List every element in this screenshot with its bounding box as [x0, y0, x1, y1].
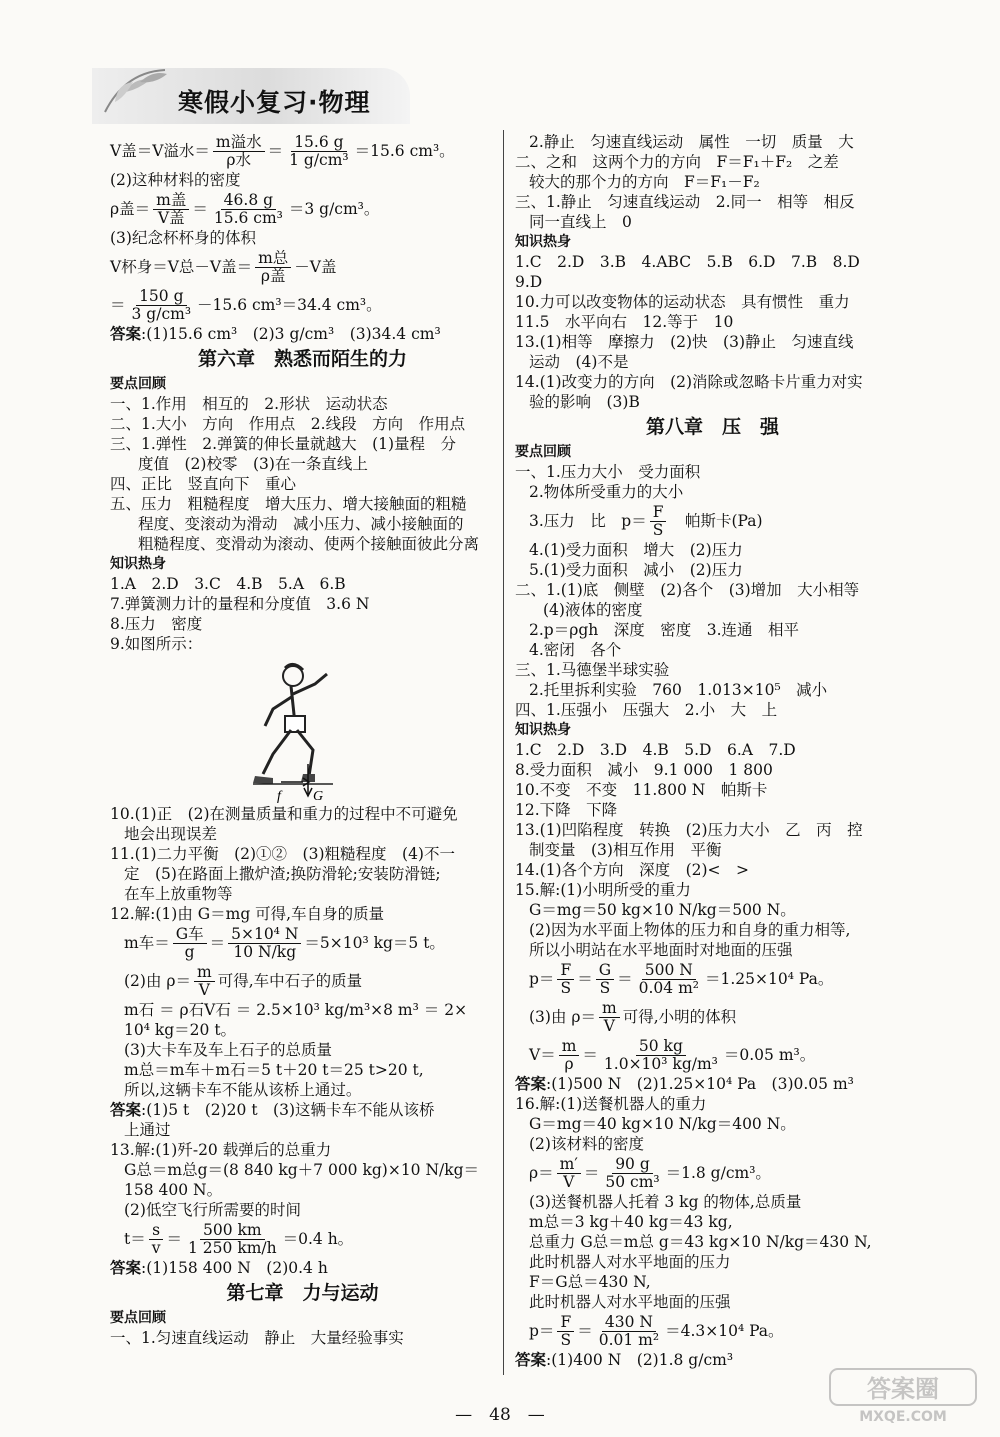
text-line: 一、1.作用 相互的 2.形状 运动状态 — [110, 395, 388, 413]
equation: t＝ $\frac{s}{v}$ ＝ $\frac{500 km}{1 250 km/h}$ ＝0.4 h。 — [124, 1220, 354, 1257]
text-line: 15.解:(1)小明所受的重力 — [515, 881, 691, 899]
text-line: (2)低空飞行所需要的时间 — [124, 1201, 301, 1219]
text-line: 1.A 2.D 3.C 4.B 5.A 6.B — [110, 575, 346, 593]
equation: m车＝ $\frac{\text{G车}}{g}$ ＝ $\frac{\text{5×10⁴ N}}{10 N/kg}$ ＝5×10³ kg＝5 t。 — [124, 924, 445, 961]
text-line: (2)因为水平面上物体的压力和自身的重力相等, — [529, 921, 851, 939]
text-line: 五、压力 粗糙程度 增大压力、增大接触面的粗糙 — [110, 495, 467, 513]
text-line: G总＝m总g＝(8 840 kg＋7 000 kg)×10 N/kg＝ — [124, 1161, 480, 1179]
text-line: 验的影响 (3)B — [529, 393, 640, 411]
text-line: 同一直线上 0 — [529, 213, 632, 231]
text-line: 一、1.压力大小 受力面积 — [515, 463, 701, 481]
equation: ＝ $\frac{150 g}{\text{3 g/cm³}}$ －15.6 cm³＝34.4 cm³。 — [110, 286, 382, 323]
text-line: 13.(1)相等 摩擦力 (2)快 (3)静止 匀速直线 — [515, 333, 854, 351]
text-line: 11.(1)二力平衡 (2)①② (3)粗糙程度 (4)不一 — [110, 845, 455, 863]
equation: (2)由 ρ＝ $\frac{m}{V}$ 可得,车中石子的质量 — [124, 962, 363, 999]
text-line: 总重力 G总＝m总 g＝43 kg×10 N/kg＝430 N, — [529, 1233, 872, 1251]
text-line: 158 400 N。 — [124, 1181, 223, 1199]
text-line: 2.托里拆利实验 760 1.013×10⁵ 减小 — [529, 681, 828, 699]
watermark-url: MXQE.COM — [859, 1409, 947, 1425]
section-heading: 知识热身 — [515, 234, 571, 250]
text-line: 定 (5)在路面上撒炉渣;换防滑轮;安装防滑链; — [124, 865, 441, 883]
answer-line: 答案:(1)500 N (2)1.25×10⁴ Pa (3)0.05 m³ — [515, 1074, 854, 1093]
text-line: G＝mg＝50 kg×10 N/kg＝500 N。 — [529, 901, 796, 919]
text-line: 此时机器人对水平地面的压强 — [529, 1293, 731, 1311]
text-line: 制变量 (3)相互作用 平衡 — [529, 841, 722, 859]
section-heading: 知识热身 — [515, 722, 571, 738]
text-line: 2.物体所受重力的大小 — [529, 483, 684, 501]
chapter-heading: 第六章 熟悉而陌生的力 — [197, 348, 407, 370]
text-line: 上通过 — [124, 1121, 171, 1139]
right-column — [515, 132, 910, 1370]
equation: 3.压力 比 p＝ $\frac{F}{S}$ 帕斯卡(Pa) — [529, 502, 763, 539]
equation: (3)由 ρ＝ $\frac{m}{V}$ 可得,小明的体积 — [529, 998, 737, 1035]
watermark-brand: 答案圈 — [867, 1375, 939, 1403]
text-line: 此时机器人对水平地面的压力 — [529, 1253, 731, 1271]
equation: ρ＝ $\frac{m'}{V}$ ＝ $\frac{90 g}{\text{50 cm³}}$ ＝1.8 g/cm³。 — [529, 1154, 771, 1191]
force-g-label: G — [312, 789, 323, 804]
text-line: 8.压力 密度 — [110, 615, 203, 633]
text-line: 5.(1)受力面积 减小 (2)压力 — [529, 561, 743, 579]
text-line: (3)送餐机器人托着 3 kg 的物体,总质量 — [529, 1193, 802, 1211]
text-line: 二、1.大小 方向 作用点 2.线段 方向 作用点 — [110, 415, 466, 433]
text-line: 所以,这辆卡车不能从该桥上通过。 — [124, 1081, 362, 1099]
text-line: 9.如图所示： — [110, 635, 203, 653]
text-line: 11.5 水平向右 12.等于 10 — [515, 313, 734, 331]
text-line: 1.C 2.D 3.B 4.ABC 5.B 6.D 7.B 8.D — [515, 253, 860, 271]
force-f-label: f — [276, 789, 281, 804]
text-line: 三、1.弹性 2.弹簧的伸长量就越大 (1)量程 分 — [110, 435, 457, 453]
section-heading: 要点回顾 — [515, 444, 571, 460]
text-line: 1.C 2.D 3.D 4.B 5.D 6.A 7.D — [515, 741, 796, 759]
answer-line: 答案:(1)158 400 N (2)0.4 h — [110, 1258, 328, 1277]
text-line: (2)这种材料的密度 — [110, 171, 241, 189]
equation: V盖＝V溢水＝ $\frac{\text{m溢水}}{\text{ρ水}}$ ＝ $\frac{15.6 g}{\text{1 g/cm³}}$ ＝15.6 cm³。 — [110, 132, 455, 169]
text-line: 10.(1)正 (2)在测量质量和重力的过程中不可避免 — [110, 805, 458, 823]
text-line: 地会出现误差 — [124, 825, 218, 843]
page-number: — 48 — — [455, 1405, 545, 1425]
text-line: 一、1.匀速直线运动 静止 大量经验事实 — [110, 1329, 404, 1347]
text-line: 10.力可以改变物体的运动状态 具有惯性 重力 — [515, 293, 850, 311]
answer-line: 答案:(1)400 N (2)1.8 g/cm³ — [515, 1350, 734, 1369]
text-line: 在车上放重物等 — [124, 885, 233, 903]
chapter-heading: 第八章 压 强 — [645, 416, 779, 438]
text-line: 粗糙程度、变滑动为滚动、使两个接触面彼此分离 — [138, 535, 480, 553]
text-line: m石 ＝ ρ石V石 ＝ 2.5×10³ kg/m³×8 m³ ＝ 2× — [124, 1001, 468, 1019]
text-line: 13.(1)凹陷程度 转换 (2)压力大小 乙 丙 控 — [515, 821, 863, 839]
chapter-heading: 第七章 力与运动 — [226, 1282, 379, 1304]
text-line: 2.p＝ρgh 深度 密度 3.连通 相平 — [529, 621, 800, 639]
text-line: F＝G总＝430 N, — [529, 1273, 651, 1291]
text-line: (3)纪念杯杯身的体积 — [110, 229, 256, 247]
section-heading: 知识热身 — [110, 556, 166, 572]
text-line: 2.静止 匀速直线运动 属性 一切 质量 大 — [529, 133, 854, 151]
text-line: 13.解:(1)歼-20 载弹后的总重力 — [110, 1141, 332, 1159]
text-line: 三、1.静止 匀速直线运动 2.同一 相等 相反 — [515, 193, 855, 211]
text-line: 14.(1)各个方向 深度 (2)< > — [515, 861, 750, 879]
text-line: m总＝m车＋m石＝5 t＋20 t＝25 t>20 t, — [124, 1061, 424, 1079]
text-line: 4.密闭 各个 — [529, 641, 622, 659]
text-line: 9.D — [515, 273, 543, 291]
runner-figure — [110, 654, 495, 804]
section-heading: 要点回顾 — [110, 376, 166, 392]
text-line: 10.不变 不变 11.800 N 帕斯卡 — [515, 781, 768, 799]
equation: p＝ $\frac{F}{S}$ ＝ $\frac{G}{S}$ ＝ $\frac{500 N}{\text{0.04 m²}}$ ＝1.25×10⁴ Pa。 — [529, 960, 834, 997]
text-line: (3)大卡车及车上石子的总质量 — [124, 1041, 332, 1059]
text-line: 7.弹簧测力计的量程和分度值 3.6 N — [110, 595, 370, 613]
text-line: 14.(1)改变力的方向 (2)消除或忽略卡片重力对实 — [515, 373, 863, 391]
text-line: 二、1.(1)底 侧壁 (2)各个 (3)增加 大小相等 — [515, 581, 860, 599]
text-line: G＝mg＝40 kg×10 N/kg＝400 N。 — [529, 1115, 796, 1133]
text-line: (2)该材料的密度 — [529, 1135, 644, 1153]
runner-icon — [233, 654, 373, 804]
text-line: 二、之和 这两个力的方向 F＝F₁＋F₂ 之差 — [515, 153, 839, 171]
text-line: 程度、变滚动为滑动 减小压力、减小接触面的 — [138, 515, 464, 533]
text-line: 四、1.压强小 压强大 2.小 大 上 — [515, 701, 778, 719]
left-column — [110, 132, 495, 1348]
page-title: 寒假小复习·物理 — [178, 88, 371, 117]
column-divider — [503, 130, 504, 1375]
text-line: 较大的那个力的方向 F＝F₁－F₂ — [529, 173, 760, 191]
text-line: 四、正比 竖直向下 重心 — [110, 475, 297, 493]
section-heading: 要点回顾 — [110, 1310, 166, 1326]
text-line: 运动 (4)不是 — [529, 353, 629, 371]
text-line: 所以小明站在水平地面时对地面的压强 — [529, 941, 793, 959]
watermark-logo-icon — [828, 1367, 978, 1425]
equation: ρ盖＝ $\frac{\text{m盖}}{\text{V盖}}$ ＝ $\frac{46.8 g}{\text{15.6 cm³}}$ ＝3 g/cm³。 — [110, 190, 380, 227]
text-line: 4.(1)受力面积 增大 (2)压力 — [529, 541, 743, 559]
text-line: m总＝3 kg＋40 kg＝43 kg, — [529, 1213, 733, 1231]
text-line: 8.受力面积 减小 9.1 000 1 800 — [515, 761, 773, 779]
text-line: 10⁴ kg＝20 t。 — [124, 1021, 237, 1039]
text-line: 度值 (2)校零 (3)在一条直线上 — [138, 455, 368, 473]
text-line: 16.解:(1)送餐机器人的重力 — [515, 1095, 707, 1113]
equation: p＝ $\frac{F}{S}$ ＝ $\frac{430 N}{\text{0.01 m²}}$ ＝4.3×10⁴ Pa。 — [529, 1312, 784, 1349]
equation: V杯身＝V总－V盖＝ $\frac{\text{m总}}{\text{ρ盖}}$ －V盖 — [110, 248, 337, 285]
text-line: (4)液体的密度 — [543, 601, 643, 619]
text-line: 三、1.马德堡半球实验 — [515, 661, 670, 679]
text-line: 12.下降 下降 — [515, 801, 618, 819]
equation: V＝ $\frac{m}{\rho}$ ＝ $\frac{50 kg}{\text{1.0×10³ kg/m³}}$ ＝0.05 m³。 — [529, 1036, 816, 1073]
answer-line: 答案:(1)5 t (2)20 t (3)这辆卡车不能从该桥 — [110, 1100, 435, 1119]
leaf-ornament-icon — [95, 62, 175, 122]
answer-line: 答案:(1)15.6 cm³ (2)3 g/cm³ (3)34.4 cm³ — [110, 324, 441, 343]
text-line: 12.解:(1)由 G＝mg 可得,车自身的质量 — [110, 905, 385, 923]
